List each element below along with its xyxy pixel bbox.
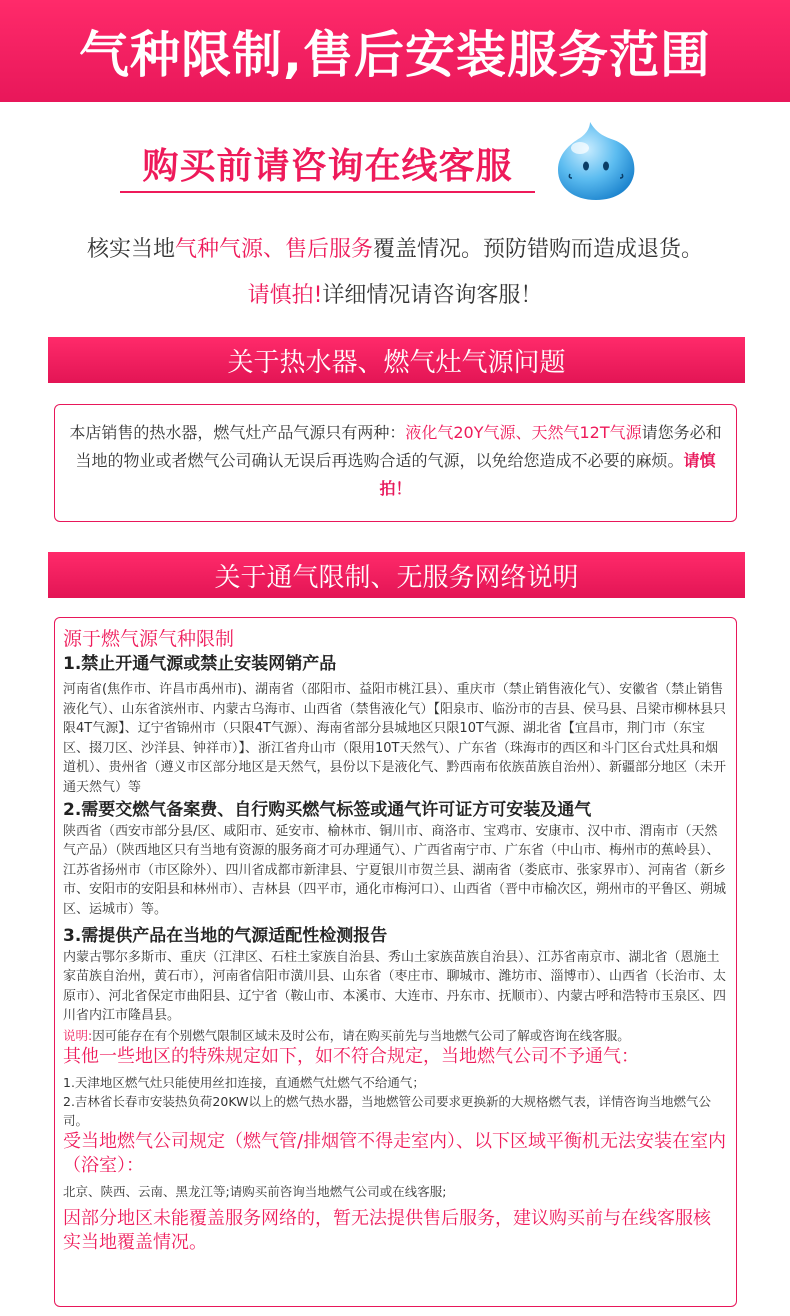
section1-box bbox=[54, 404, 737, 522]
section2-paragraph-4b: 2.吉林省长春市安装热负荷20KW以上的燃气热水器，当地燃管公司要求更换新的大规格燃气表，详情咨询当地燃气公司。 bbox=[63, 1093, 711, 1128]
intro-line-1 bbox=[0, 232, 790, 263]
intro-line2-b: 详细情况请咨询客服！ bbox=[322, 283, 543, 308]
section2-paragraph-3: 内蒙古鄂尔多斯市、重庆（江津区、石柱土家族自治县、秀山土家族苗族自治县）、江苏省南京市、湖北省（恩施土家苗族自治州，黄石市），河南省信阳市潢川县、山东省（枣庄市、聊城市、潍坊市、淄博市）、山西省（长治市、太原市）、河北省保定市曲阳县、辽宁省（鞍山市、本溪市、大连市、丹东市、抚顺市）、内蒙古呼和浩特市玉泉区、四川省内江市隆昌县。 bbox=[63, 949, 727, 1024]
water-drop-mascot-icon bbox=[550, 118, 640, 202]
section1-text-b: 液化气20Y气源、天然气12T气源 bbox=[405, 423, 642, 442]
section2-title: 关于通气限制、无服务网络说明 bbox=[214, 562, 579, 593]
section1-paragraph bbox=[63, 419, 728, 503]
section2-paragraph-4a: 1.天津地区燃气灶只能使用丝扣连接，直通燃气灶燃气不给通气； bbox=[63, 1074, 425, 1090]
section1-text-a: 本店销售的热水器，燃气灶产品气源只有两种： bbox=[69, 423, 406, 442]
intro-line2-a: 请慎拍! bbox=[247, 283, 323, 308]
section2-paragraph-1: 河南省(焦作市、许昌市禹州市)、湖南省（邵阳市、益阳市桃江县）、重庆市（禁止销售液化气）、安徽省（禁止销售液化气）、山东省滨州市、内蒙古乌海市、山西省（禁售液化气）【阳泉市、临汾市的吉县、侯马县、吕梁市柳林县只限4T气源】、辽宁省锦州市（只限4T气源）、海南省部分县城地区只限10T气源、湖北省【宜昌市，荆门市（东宝区、掇刀区、沙洋县、钟祥市）】、浙江省舟山市（限用10T天然气）、广东省（珠海市的西区和斗门区台式灶具和烟道机）、贵州省（遵义市区部分地区是天然气，县份以下是液化气、黔西南布依族苗族自治州）、新疆部分地区（未开通天然气）等 bbox=[63, 682, 727, 795]
section1-header bbox=[48, 337, 745, 383]
note-label: 说明: bbox=[63, 1027, 93, 1043]
section2-heading-4: 其他一些地区的特殊规定如下，如不符合规定，当地燃气公司不予通气： bbox=[63, 1045, 639, 1067]
banner-title: 气种限制,售后安装服务范围 bbox=[79, 26, 711, 84]
section2-subtitle: 源于燃气源气种限制 bbox=[63, 628, 235, 650]
note-text: 因可能存在有个别燃气限制区域未及时公布，请在购买前先与当地燃气公司了解或咨询在线客服。 bbox=[92, 1027, 630, 1043]
section2-header bbox=[48, 552, 745, 598]
section2-heading-5: 受当地燃气公司规定（燃气管/排烟管不得走室内）、以下区域平衡机无法安装在室内（浴室）： bbox=[63, 1130, 727, 1176]
consult-heading bbox=[120, 136, 535, 190]
intro-line-2 bbox=[0, 278, 790, 309]
section2-box bbox=[54, 617, 737, 1307]
section2-paragraph-2: 陕西省（西安市部分县/区、咸阳市、延安市、榆林市、铜川市、商洛市、宝鸡市、安康市、汉中市、渭南市（天然气产品）（陕西地区只有当地有资源的服务商才可办理通气）、广西省南宁市、广东省（中山市、梅州市的蕉岭县）、江苏省扬州市（市区除外）、四川省成都市新津县、宁夏银川市贺兰县、湖南省（娄底市、张家界市）、河南省（新乡市、安阳市的安阳县和林州市）、吉林县（四平市，通化市梅河口）、山西省（晋中市榆次区，朔州市的平鲁区、朔城区、运城市）等。 bbox=[63, 823, 727, 917]
section2-heading-6: 因部分地区未能覆盖服务网络的，暂无法提供售后服务，建议购买前与在线客服核实当地覆盖情况。 bbox=[63, 1207, 711, 1253]
section2-paragraph-5: 北京、陕西、云南、黑龙江等;请购买前咨询当地燃气公司或在线客服; bbox=[63, 1183, 447, 1199]
section2-heading-1: 1.禁止开通气源或禁止安装网销产品 bbox=[63, 654, 337, 674]
consult-title: 购买前请咨询在线客服 bbox=[142, 145, 513, 187]
top-banner bbox=[0, 0, 790, 102]
intro-line1-b: 气种气源、售后服务 bbox=[174, 237, 373, 262]
intro-line1-a: 核实当地 bbox=[86, 237, 175, 262]
consult-underline bbox=[120, 191, 535, 193]
section1-text-c: 请您务必和当地的物业或者燃气公司确认无误后再选购合适的气源，以免给您造成不必要的麻烦。 bbox=[75, 423, 722, 470]
section2-note bbox=[63, 1026, 728, 1045]
section1-title: 关于热水器、燃气灶气源问题 bbox=[227, 347, 566, 378]
intro-line1-c: 覆盖情况。预防错购而造成退货。 bbox=[373, 237, 704, 262]
section1-text-d: 请慎拍！ bbox=[379, 451, 716, 498]
section2-heading-3: 3.需提供产品在当地的气源适配性检测报告 bbox=[63, 925, 388, 946]
section2-heading-2: 2.需要交燃气备案费、自行购买燃气标签或通气许可证方可安装及通气 bbox=[63, 799, 592, 820]
